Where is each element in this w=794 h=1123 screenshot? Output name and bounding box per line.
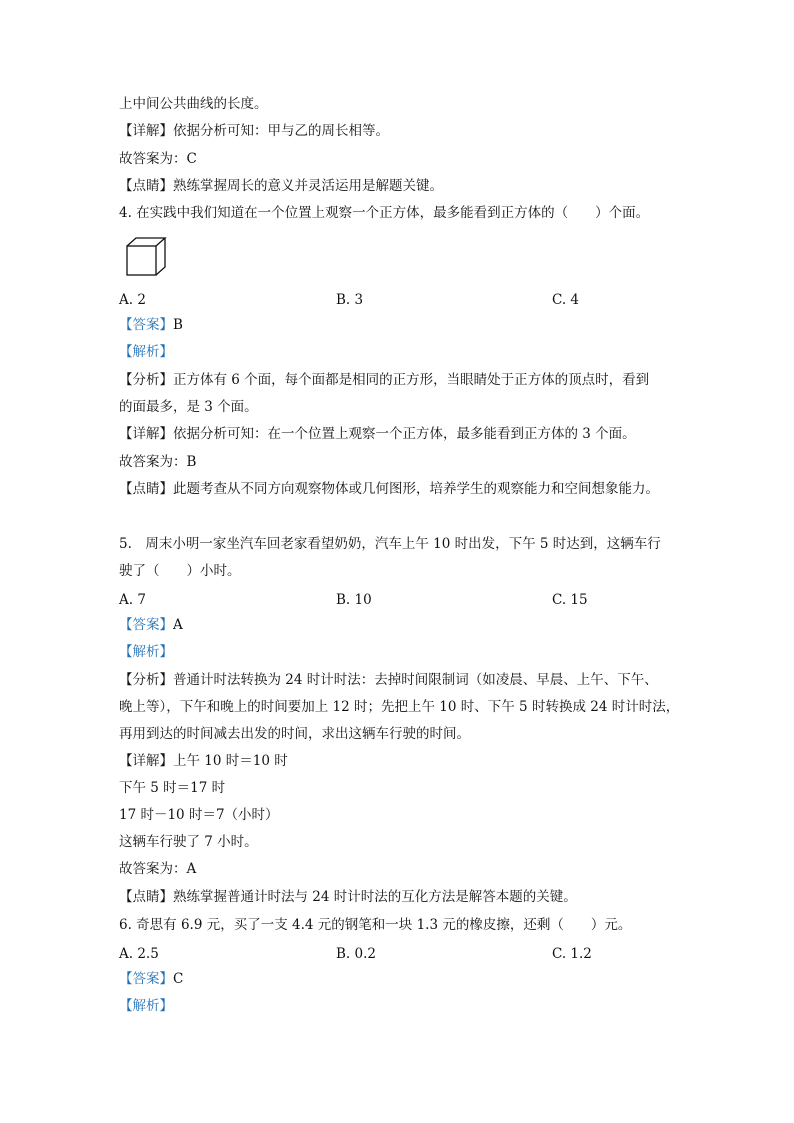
detail-text: 依据分析可知：在一个位置上观察一个正方体，最多能看到正方体的 3 个面。 — [173, 426, 636, 442]
answer-line: 故答案为：A — [119, 861, 197, 877]
analysis-tag: 【解析】 — [119, 344, 173, 360]
point-line — [119, 887, 679, 907]
answer-tag: 【答案】 — [119, 317, 173, 333]
answer-tag: 【答案】 — [119, 971, 173, 987]
answer-label-line — [119, 615, 679, 635]
fenxi-text: 普通计时法转换为 24 时计时法：去掉时间限制词（如凌晨、早晨、上午、下午、 — [173, 672, 658, 688]
point-text: 此题考查从不同方向观察物体或几何图形，培养学生的观察能力和空间想象能力。 — [173, 481, 659, 497]
detail-line — [119, 121, 679, 141]
answer-value: C — [173, 971, 184, 987]
answer-label-line — [119, 315, 679, 335]
question-4-stem: 4. 在实践中我们知道在一个位置上观察一个正方体，最多能看到正方体的（ ）个面。 — [119, 205, 650, 221]
point-tag: 【点睛】 — [119, 178, 173, 194]
analysis-tag: 【解析】 — [119, 998, 173, 1014]
answer-line: 故答案为：B — [119, 454, 197, 470]
detail-line: 下午 5 时＝17 时 — [119, 780, 226, 796]
point-line — [119, 479, 679, 499]
fenxi-text: 正方体有 6 个面，每个面都是相同的正方形，当眼睛处于正方体的顶点时，看到 — [173, 372, 650, 388]
question-5-stem: 驶了（ ）小时。 — [119, 563, 241, 579]
option-a: A. 7 — [119, 592, 146, 608]
point-text: 熟练掌握周长的意义并灵活运用是解题关键。 — [173, 178, 443, 194]
option-c: C. 15 — [552, 592, 588, 608]
option-c: C. 4 — [552, 292, 580, 308]
fenxi-tag: 【分析】 — [119, 672, 173, 688]
option-b: B. 10 — [336, 592, 372, 608]
analysis-line — [119, 670, 679, 690]
cube-figure — [125, 237, 169, 277]
detail-line — [119, 751, 679, 771]
question-6-stem: 6. 奇思有 6.9 元，买了一支 4.4 元的钢笔和一块 1.3 元的橡皮擦，还剩（ ）元。 — [119, 917, 632, 933]
option-a: A. 2.5 — [119, 946, 159, 962]
answer-value: B — [173, 317, 183, 333]
question-5-stem: 5. 周末小明一家坐汽车回老家看望奶奶，汽车上午 10 时出发，下午 5 时达到，这辆车行 — [119, 536, 661, 552]
answer-line: 故答案为：C — [119, 151, 197, 167]
answer-value: A — [173, 617, 183, 633]
detail-line: 17 时－10 时＝7（小时） — [119, 807, 279, 823]
detail-text: 依据分析可知：甲与乙的周长相等。 — [173, 123, 389, 139]
option-a: A. 2 — [119, 292, 146, 308]
option-b: B. 0.2 — [336, 946, 376, 962]
point-tag: 【点睛】 — [119, 481, 173, 497]
point-tag: 【点睛】 — [119, 889, 173, 905]
detail-tag: 【详解】 — [119, 753, 173, 769]
answer-label-line — [119, 969, 679, 989]
analysis-line: 晚上等），下午和晚上的时间要加上 12 时；先把上午 10 时、下午 5 时转换成 24 时计时法， — [119, 699, 680, 715]
detail-text: 上午 10 时＝10 时 — [173, 753, 288, 769]
point-text: 熟练掌握普通计时法与 24 时计时法的互化方法是解答本题的关键。 — [173, 889, 577, 905]
analysis-line: 再用到达的时间减去出发的时间，求出这辆车行驶的时间。 — [119, 726, 470, 742]
option-b: B. 3 — [336, 292, 364, 308]
detail-line: 这辆车行驶了 7 小时。 — [119, 834, 258, 850]
detail-tag: 【详解】 — [119, 123, 173, 139]
detail-tag: 【详解】 — [119, 426, 173, 442]
analysis-line: 的面最多，是 3 个面。 — [119, 399, 258, 415]
analysis-line — [119, 370, 679, 390]
detail-line — [119, 424, 679, 444]
option-c: C. 1.2 — [552, 946, 592, 962]
text-line: 上中间公共曲线的长度。 — [119, 96, 268, 112]
analysis-tag: 【解析】 — [119, 644, 173, 660]
point-line — [119, 176, 679, 196]
answer-tag: 【答案】 — [119, 617, 173, 633]
fenxi-tag: 【分析】 — [119, 372, 173, 388]
